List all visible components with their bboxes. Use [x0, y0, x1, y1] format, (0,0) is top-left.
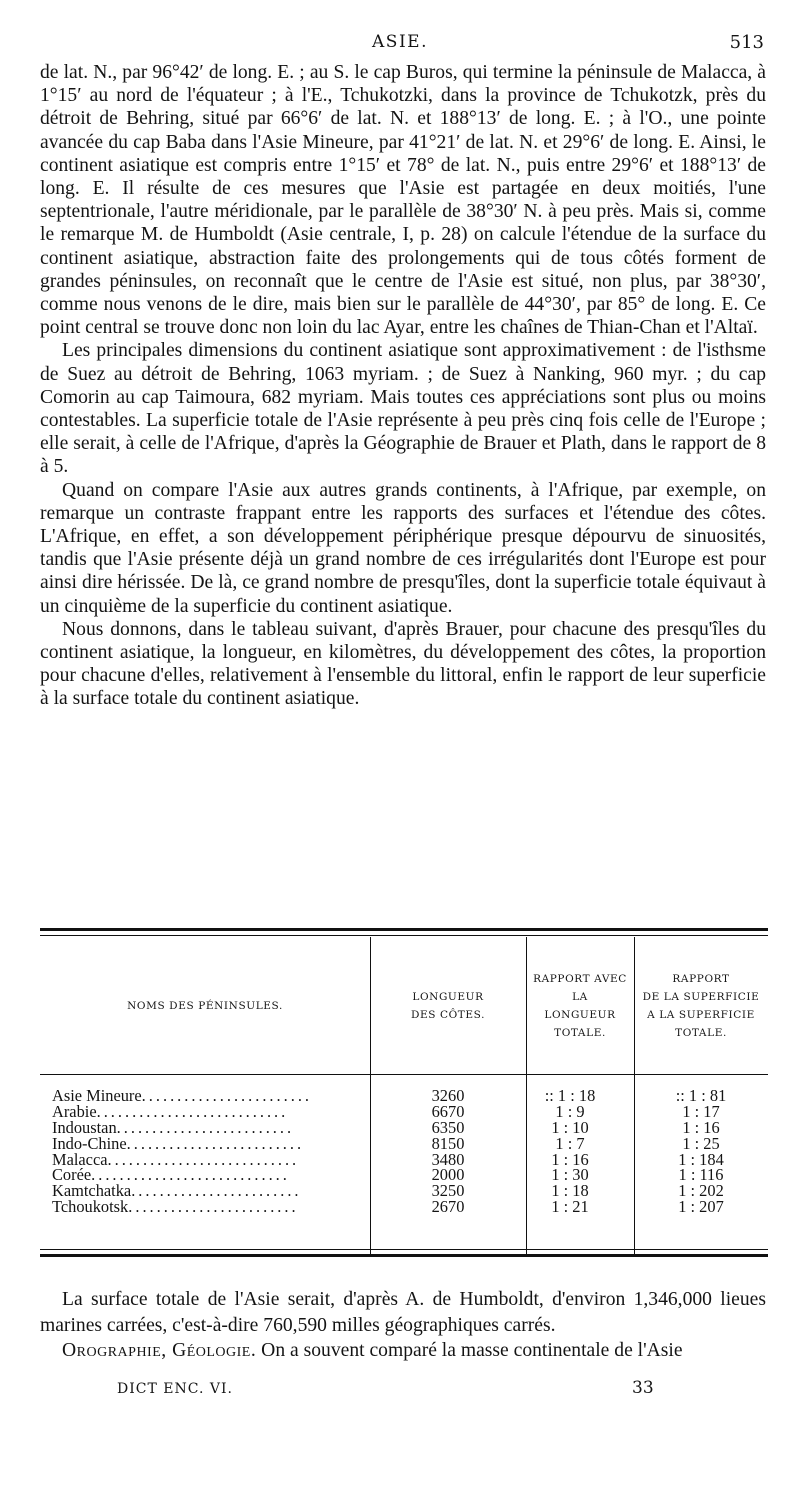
table-row: Asie Mineure........................ 3260 :: 1 : 18 :: 1 : 81 [52, 1086, 727, 1105]
paragraph-continued: de lat. N., par 96°42′ de long. E. ; au S. le cap Buros, qui termine la péninsule de Malacca, à 1°15′ au nord de l'équateur ; à l'E., Tchukotzki, dans la province de Tchukotzk, près du détroit de Behring, situé par 66°6′ de lat. N. et 188°13′ de long. E. ; à l'O., une pointe avancée du cap Baba dans l'Asie Mineure, par 41°21′ de lat. N. et 29°6′ de long. E. Ainsi, le continent asiatique est compris entre 1°15′ et 78° de lat. N., puis entre 29°6′ et 188°13′ de long. E. Il résulte de ces mesures que l'Asie est partagée en deux moitiés, l'une septentrionale, l'autre méridionale, par le parallèle de 38°30′ N. à peu près. Mais si, comme le remarque M. de Humboldt (Asie centrale, I, p. 28) on calcule l'étendue de la surface du continent asiatique, abstraction faite des prolongements qui de tous côtés forment de grandes péninsules, on reconnaît que le centre de l'Asie est situé, non plus, par 38°30′, comme nous venons de le dire, mais bien sur le parallèle de 44°30′, par 85° de long. E. Ce point central se trouve donc non loin du lac Ayar, entre les chaînes de Thian-Chan et l'Altaï. [40, 62, 766, 339]
running-head-title: ASIE. [372, 32, 428, 52]
footer-signature: DICT ENC. VI. [117, 1381, 233, 1397]
paragraph-orography [40, 1338, 766, 1364]
paragraph-total-surface: La surface totale de l'Asie serait, d'après A. de Humboldt, d'environ 1,346,000 lieues marines carrées, c'est-à-dire 760,590 milles géographiques carrés. [40, 1289, 766, 1336]
header-peninsula-names: NOMS DES PÉNINSULES. [127, 999, 283, 1012]
body-text [40, 61, 766, 711]
section-text: On a souvent comparé la masse continentale de l'Asie [261, 1340, 683, 1361]
table-row: Corée............................ 2000 1 : 30 1 : 116 [52, 1165, 724, 1185]
peninsulas-table [40, 928, 768, 1257]
footer-sheet-number: 33 [632, 1378, 654, 1398]
table-row: Indoustan......................... 6350 1 : 10 1 : 16 [52, 1117, 720, 1137]
paragraph-table-intro: Nous donnons, dans le tableau suivant, d'après Brauer, pour chacune des presqu'îles du continent asiatique, la longueur, en kilomètres, du développement des côtes, la proportion pour chacune d'elles, relativement à l'ensemble du littoral, enfin le rapport de leur superficie à la surface totale du continent asiatique. [40, 618, 766, 710]
table-header [40, 937, 768, 1075]
table-row: Malacca........................... 3480 1 : 16 1 : 184 [52, 1149, 724, 1169]
after-table-text [40, 1287, 766, 1364]
table-row: Tchoukotsk........................ 2670 1 : 21 1 : 207 [52, 1197, 724, 1217]
table-row: Arabie........................... 6670 1 : 9 1 : 17 [52, 1101, 720, 1121]
header-surface-ratio: RAPPORT DE LA SUPERFICIE A LA SUPERFICIE TOTALE. [642, 972, 760, 1039]
table-body [40, 1088, 768, 1215]
paragraph-dimensions: Les principales dimensions du continent asiatique sont approximativement : de l'isthsme de Suez au détroit de Behring, 1063 myriam. ; de Suez à Nanking, 960 myr. ; du cap Comorin au cap Taimoura, 682 myriam. Mais toutes ces appréciations sont plus ou moins contestables. La superficie totale de l'Asie représente à peu près cinq fois celle de l'Europe ; elle serait, à celle de l'Afrique, d'après la Géographie de Brauer et Plath, dans le rapport de 8 à 5. [40, 340, 766, 478]
table-row: Indo-Chine......................... 8150 1 : 7 1 : 25 [52, 1133, 720, 1153]
page-number: 513 [729, 32, 764, 53]
header-length-ratio: RAPPORT AVEC LA LONGUEUR TOTALE. [533, 972, 627, 1039]
paragraph-contrast: Quand on compare l'Asie aux autres grands continents, à l'Afrique, par exemple, on remarque un contraste frappant entre les rapports des surfaces et l'étendue des côtes. L'Afrique, en effet, a son développement périphérique presque dépourvu de sinuosités, tandis que l'Asie présente déjà un grand nombre de ces irrégularités dont l'Europe est pour ainsi dire hérissée. De là, ce grand nombre de presqu'îles, dont la superficie totale équivaut à un cinquième de la superficie du continent asiatique. [40, 479, 766, 617]
table-row: Kamtchatka........................ 3250 1 : 18 1 : 202 [52, 1181, 724, 1201]
section-title: Orographie, Géologie. [62, 1340, 257, 1361]
header-coast-length: LONGUEUR DES CÔTES. [410, 990, 486, 1021]
